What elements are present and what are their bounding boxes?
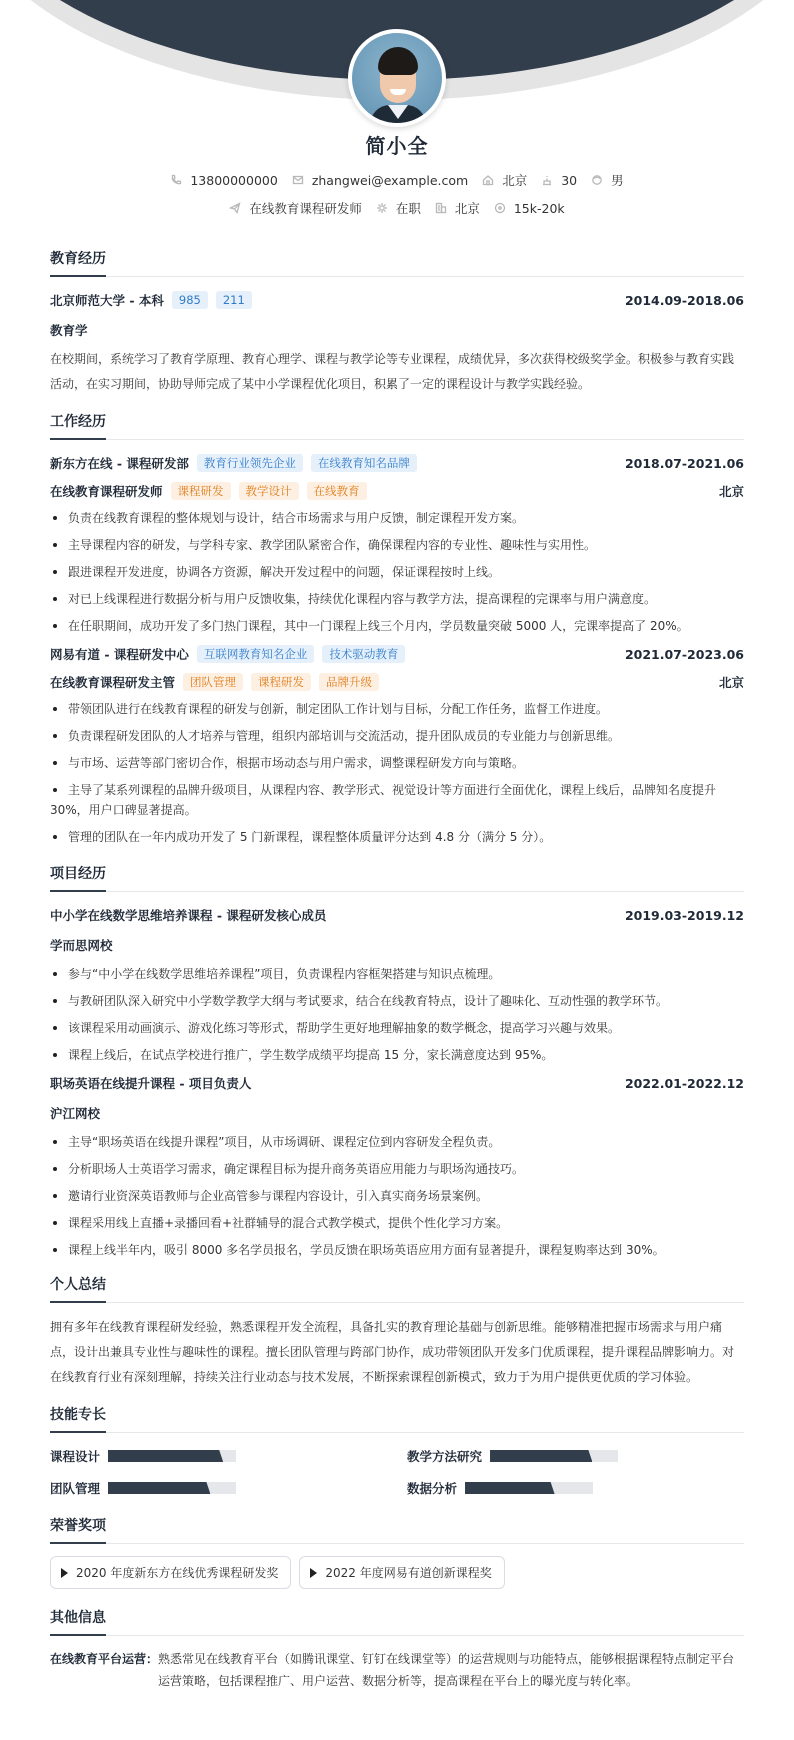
- role-tag: 课程研发: [251, 673, 311, 691]
- job-role: 在线教育课程研发主管: [50, 675, 176, 690]
- skill-name: 数据分析: [407, 1481, 458, 1496]
- section-projects: [50, 863, 744, 1260]
- bullet-item: 主导了某系列课程的品牌升级项目，从课程内容、教学形式、视觉设计等方面进行全面优化，课程上线后，品牌知名度提升 30%，用户口碑显著提高。: [50, 780, 744, 820]
- other-info-value: 熟悉常见在线教育平台（如腾讯课堂、钉钉在线课堂等）的运营规则与功能特点，能够根据课程特点制定平台运营策略，包括课程推广、用户运营、数据分析等，提高课程在平台上的曝光度与转化率。: [158, 1652, 735, 1688]
- section-title: 荣誉奖项: [50, 1515, 744, 1544]
- skills-grid: [50, 1445, 744, 1497]
- bullet-item: 主导“职场英语在线提升课程”项目，从市场调研、课程定位到内容研发全程负责。: [50, 1132, 744, 1152]
- project-entry: [50, 904, 744, 1065]
- school-tag: 211: [216, 291, 252, 309]
- gender-icon: [591, 174, 603, 186]
- bullet-item: 对已上线课程进行数据分析与用户反馈收集，持续优化课程内容与教学方法，提高课程的完课率与用户满意度。: [50, 589, 744, 609]
- company-name: 新东方在线 - 课程研发部: [50, 456, 189, 471]
- age-icon: [541, 174, 553, 186]
- major: 教育学: [50, 323, 88, 338]
- section-title: 技能专长: [50, 1404, 744, 1433]
- building-icon: [435, 202, 447, 214]
- project-period: 2019.03-2019.12: [624, 907, 744, 923]
- salary-icon: [494, 202, 506, 214]
- skill-item: [50, 1447, 387, 1465]
- skill-name: 教学方法研究: [407, 1449, 483, 1464]
- company-tag: 教育行业领先企业: [197, 454, 303, 472]
- section-title: 其他信息: [50, 1607, 744, 1636]
- awards-list: [50, 1556, 744, 1589]
- company-name: 网易有道 - 课程研发中心: [50, 647, 189, 662]
- work-entry: [50, 452, 744, 636]
- work-location: 北京: [718, 484, 744, 499]
- bullet-item: 管理的团队在一年内成功开发了 5 门新课程，课程整体质量评分达到 4.8 分（满分 5 分）。: [50, 827, 744, 847]
- award-label: 2022 年度网易有道创新课程奖: [325, 1566, 492, 1580]
- award-item[interactable]: [299, 1556, 504, 1589]
- bullet-item: 负责课程研发团队的人才培养与管理，组织内部培训与交流活动，提升团队成员的专业能力与创新思维。: [50, 726, 744, 746]
- work-bullets: [50, 508, 744, 636]
- section-other: [50, 1607, 744, 1692]
- skill-name: 课程设计: [50, 1449, 101, 1464]
- education-period: 2014.09-2018.06: [624, 292, 744, 308]
- home-icon: [482, 174, 494, 186]
- skill-item: [50, 1479, 387, 1497]
- project-bullets: [50, 1132, 744, 1260]
- school-tag: 985: [172, 291, 208, 309]
- work-bullets: [50, 699, 744, 847]
- section-education: [50, 248, 744, 397]
- section-skills: [50, 1404, 744, 1497]
- send-icon: [229, 202, 241, 214]
- summary-text: 拥有多年在线教育课程研发经验，熟悉课程开发全流程，具备扎实的教育理论基础与创新思维。能够精准把握市场需求与用户痛点，设计出兼具专业性与趣味性的课程。擅长团队管理与跨部门协作，成功带领团队开发多门优质课程，提升课程品牌影响力。对在线教育行业有深刻理解，持续关注行业动态与技术发展，不断探索课程创新模式，致力于为用户提供更优质的学习体验。: [50, 1320, 735, 1384]
- contact-email: zhangwei@example.com: [292, 173, 468, 188]
- bullet-item: 主导课程内容的研发，与学科专家、教学团队紧密合作，确保课程内容的专业性、趣味性与实用性。: [50, 535, 744, 555]
- contact-city: 北京: [482, 171, 527, 189]
- role-tag: 在线教育: [307, 482, 367, 500]
- company-tag: 在线教育知名品牌: [311, 454, 417, 472]
- bullet-item: 课程上线后，在试点学校进行推广，学生数学成绩平均提高 15 分，家长满意度达到 95%。: [50, 1045, 744, 1065]
- bullet-item: 与市场、运营等部门密切合作，根据市场动态与用户需求，调整课程研发方向与策略。: [50, 753, 744, 773]
- status-icon: [376, 202, 388, 214]
- section-title: 个人总结: [50, 1274, 744, 1303]
- bullet-item: 与教研团队深入研究中小学数学教学大纲与考试要求，结合在线教育特点，设计了趣味化、互动性强的教学环节。: [50, 991, 744, 1011]
- work-entry: [50, 643, 744, 847]
- bullet-item: 带领团队进行在线教育课程的研发与创新，制定团队工作计划与目标，分配工作任务，监督工作进度。: [50, 699, 744, 719]
- bullet-item: 该课程采用动画演示、游戏化练习等形式，帮助学生更好地理解抽象的数学概念，提高学习兴趣与效果。: [50, 1018, 744, 1038]
- skill-name: 团队管理: [50, 1481, 101, 1496]
- work-period: 2021.07-2023.06: [624, 646, 744, 662]
- skill-bar: [465, 1482, 593, 1494]
- role-tag: 课程研发: [171, 482, 231, 500]
- bullet-item: 分析职场人士英语学习需求，确定课程目标为提升商务英语应用能力与职场沟通技巧。: [50, 1159, 744, 1179]
- skill-item: [407, 1479, 744, 1497]
- section-work: [50, 411, 744, 847]
- project-org: 沪江网校: [50, 1106, 101, 1121]
- company-tag: 互联网教育知名企业: [197, 645, 315, 663]
- section-title: 工作经历: [50, 411, 744, 440]
- phone-icon: [170, 174, 182, 186]
- project-entry: [50, 1072, 744, 1260]
- bullet-item: 跟进课程开发进度，协调各方资源，解决开发过程中的问题，保证课程按时上线。: [50, 562, 744, 582]
- section-awards: [50, 1515, 744, 1589]
- role-tag: 教学设计: [239, 482, 299, 500]
- bullet-item: 邀请行业资深英语教师与企业高管参与课程内容设计，引入真实商务场景案例。: [50, 1186, 744, 1206]
- skill-bar: [108, 1450, 236, 1462]
- other-info-key: 在线教育平台运营：: [50, 1652, 159, 1666]
- work-location: 北京: [718, 675, 744, 690]
- school-name: 北京师范大学 - 本科: [50, 293, 164, 308]
- project-org: 学而思网校: [50, 938, 113, 953]
- avatar: [348, 29, 446, 127]
- bullet-item: 课程采用线上直播+录播回看+社群辅导的混合式教学模式，提供个性化学习方案。: [50, 1213, 744, 1233]
- contact-gender: 男: [591, 171, 624, 189]
- skill-bar: [108, 1482, 236, 1494]
- bullet-item: 负责在线教育课程的整体规划与设计，结合市场需求与用户反馈，制定课程开发方案。: [50, 508, 744, 528]
- project-bullets: [50, 964, 744, 1065]
- contact-salary: 15k-20k: [494, 201, 565, 216]
- project-name: 职场英语在线提升课程 - 项目负责人: [50, 1076, 252, 1091]
- skill-bar: [490, 1450, 618, 1462]
- bullet-item: 课程上线半年内，吸引 8000 多名学员报名，学员反馈在职场英语应用方面有显著提升，课程复购率达到 30%。: [50, 1240, 744, 1260]
- contact-phone: 13800000000: [170, 173, 277, 188]
- contact-target-city: 北京: [435, 199, 480, 217]
- contact-row-secondary: [0, 199, 794, 217]
- bullet-item: 在任职期间，成功开发了多门热门课程，其中一门课程上线三个月内，学员数量突破 5000 人，完课率提高了 20%。: [50, 616, 744, 636]
- role-tag: 团队管理: [183, 673, 243, 691]
- mail-icon: [292, 174, 304, 186]
- award-item[interactable]: [50, 1556, 291, 1589]
- project-period: 2022.01-2022.12: [624, 1075, 744, 1091]
- triangle-right-icon: [61, 1568, 68, 1578]
- project-name: 中小学在线数学思维培养课程 - 课程研发核心成员: [50, 908, 327, 923]
- bullet-item: 参与“中小学在线数学思维培养课程”项目，负责课程内容框架搭建与知识点梳理。: [50, 964, 744, 984]
- section-title: 项目经历: [50, 863, 744, 892]
- skill-item: [407, 1447, 744, 1465]
- section-summary: [50, 1274, 744, 1390]
- company-tag: 技术驱动教育: [322, 645, 405, 663]
- candidate-name: 简小全: [365, 134, 429, 158]
- work-period: 2018.07-2021.06: [624, 455, 744, 471]
- resume-content: [50, 248, 744, 1706]
- contact-row-primary: [0, 171, 794, 189]
- education-entry: [50, 289, 744, 397]
- role-tag: 品牌升级: [319, 673, 379, 691]
- section-title: 教育经历: [50, 248, 744, 277]
- contact-target-role: 在线教育课程研发师: [229, 199, 362, 217]
- triangle-right-icon: [310, 1568, 317, 1578]
- contact-age: 30: [541, 173, 577, 188]
- award-label: 2020 年度新东方在线优秀课程研发奖: [76, 1566, 279, 1580]
- contact-job-status: 在职: [376, 199, 421, 217]
- other-info-item: [50, 1648, 744, 1692]
- education-description: 在校期间，系统学习了教育学原理、教育心理学、课程与教学论等专业课程，成绩优异，多次获得校级奖学金。积极参与教育实践活动，在实习期间，协助导师完成了某中小学课程优化项目，积累了一定的课程设计与教学实践经验。: [50, 352, 735, 391]
- job-role: 在线教育课程研发师: [50, 484, 163, 499]
